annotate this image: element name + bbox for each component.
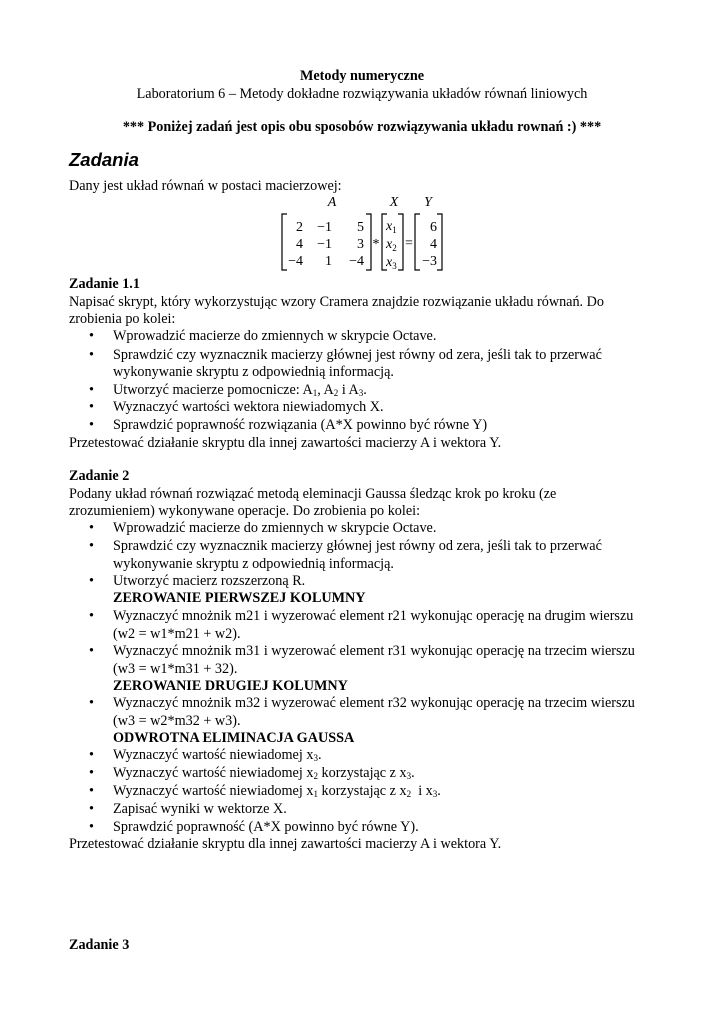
- task2-step-9: Wyznaczyć wartość niewiadomej $x_1$ korzystając z $x_2$ i $x_3$.: [113, 783, 441, 799]
- matrix-y-left-bracket: [415, 214, 420, 270]
- matrix-y-cell: −3: [422, 254, 437, 269]
- matrix-label-x: X: [389, 195, 399, 210]
- matrix-a-cell: 5: [357, 220, 364, 235]
- equals-sign: =: [405, 236, 413, 251]
- task2-step-4-cont: (w2 = w1*m21 + w2).: [113, 626, 241, 642]
- bullet-marker: •: [89, 347, 94, 363]
- task2-subheading-1: ZEROWANIE PIERWSZEJ KOLUMNY: [113, 590, 366, 606]
- bullet-marker: •: [89, 538, 94, 554]
- document-note: *** Poniżej zadań jest opis obu sposobów rozwiązywania układu rownań :) ***: [122, 119, 602, 135]
- document-title: Metody numeryczne: [299, 68, 425, 84]
- task1-step-3: Utworzyć macierze pomocnicze: $A_1$, $A_2$ i $A_3$.: [113, 382, 367, 398]
- matrix-a-right-bracket: [366, 214, 371, 270]
- task1-step-2-cont: wykonywanie skryptu z odpowiednią informacją.: [113, 364, 394, 380]
- bullet-marker: •: [89, 747, 94, 763]
- matrix-a-cell: −1: [317, 220, 332, 235]
- task2-footer: Przetestować działanie skryptu dla innej zawartości macierzy A i wektora Y.: [69, 836, 502, 852]
- task1-desc-line2: zrobienia po kolei:: [69, 311, 176, 327]
- bullet-marker: •: [89, 608, 94, 624]
- matrix-a-cell: −1: [317, 237, 332, 252]
- bullet-marker: •: [89, 399, 94, 415]
- section-heading: Zadania: [69, 149, 139, 170]
- task2-title: Zadanie 2: [69, 468, 130, 484]
- matrix-x-cell: $x_1$: [386, 219, 397, 235]
- bullet-marker: •: [89, 695, 94, 711]
- bullet-marker: •: [89, 382, 94, 398]
- bullet-marker: •: [89, 417, 94, 433]
- matrix-a-cell: 2: [296, 220, 303, 235]
- task2-step-7: Wyznaczyć wartość niewiadomej $x_3$.: [113, 747, 322, 763]
- task2-step-10: Zapisać wyniki w wektorze X.: [113, 801, 287, 817]
- bullet-marker: •: [89, 643, 94, 659]
- task2-step-6: Wyznaczyć mnożnik m32 i wyzerować element r32 wykonując operację na trzecim wierszu: [113, 695, 635, 711]
- task2-subheading-3: ODWROTNA ELIMINACJA GAUSSA: [113, 730, 355, 746]
- task2-step-5: Wyznaczyć mnożnik m31 i wyzerować element r31 wykonując operację na trzecim wierszu: [113, 643, 635, 659]
- matrix-a-left-bracket: [282, 214, 287, 270]
- task2-step-5-cont: (w3 = w1*m31 + 32).: [113, 661, 238, 677]
- matrix-a-cell: −4: [349, 254, 364, 269]
- bullet-marker: •: [89, 573, 94, 589]
- intro-text: Dany jest układ równań w postaci macierzowej:: [69, 178, 342, 194]
- task2-step-3: Utworzyć macierz rozszerzoną R.: [113, 573, 306, 589]
- matrix-a-cell: −4: [288, 254, 303, 269]
- matrix-x-right-bracket: [398, 214, 403, 270]
- matrix-label-y: Y: [424, 195, 432, 210]
- task1-step-2: Sprawdzić czy wyznacznik macierzy głównej jest równy od zera, jeśli tak to przerwać: [113, 347, 602, 363]
- matrix-a-cell: 1: [325, 254, 332, 269]
- task1-step-1: Wprowadzić macierze do zmiennych w skrypcie Octave.: [113, 328, 437, 344]
- task2-desc-line1: Podany układ równań rozwiązać metodą eleminacji Gaussa śledząc krok po kroku (ze: [69, 486, 557, 502]
- matrix-y-cells: [422, 220, 437, 269]
- task2-step-1: Wprowadzić macierze do zmiennych w skrypcie Octave.: [113, 520, 437, 536]
- task2-step-2-cont: wykonywanie skryptu z odpowiednią informacją.: [113, 556, 394, 572]
- task2-step-4: Wyznaczyć mnożnik m21 i wyzerować element r21 wykonując operację na drugim wierszu: [113, 608, 634, 624]
- task2-step-11: Sprawdzić poprawność (A*X powinno być równe Y).: [113, 819, 419, 835]
- matrix-a-cell: 4: [296, 237, 303, 252]
- task2-step-8: Wyznaczyć wartość niewiadomej $x_2$ korzystając z $x_3$.: [113, 765, 415, 781]
- task1-title: Zadanie 1.1: [69, 276, 140, 292]
- bullet-marker: •: [89, 328, 94, 344]
- task1-step-5: Sprawdzić poprawność rozwiązania (A*X powinno być równe Y): [113, 417, 488, 433]
- matrix-x-cells: [385, 219, 397, 271]
- task2-desc-line2: zrozumieniem) wykonywane operacje. Do zrobienia po kolei:: [69, 503, 421, 519]
- bullet-marker: •: [89, 765, 94, 781]
- matrix-y-cell: 6: [430, 220, 437, 235]
- matrix-y-cell: 4: [430, 237, 437, 252]
- task1-footer: Przetestować działanie skryptu dla innej zawartości macierzy A i wektora Y.: [69, 435, 502, 451]
- matrix-a-cell: 3: [357, 237, 364, 252]
- matrix-equation: [0, 190, 724, 280]
- task2-step-6-cont: (w3 = w2*m32 + w3).: [113, 713, 241, 729]
- task3-title: Zadanie 3: [69, 937, 130, 953]
- multiply-sign: *: [372, 237, 380, 252]
- task1-step-4: Wyznaczyć wartości wektora niewiadomych X.: [113, 399, 384, 415]
- matrix-x-cell: $x_3$: [386, 255, 397, 271]
- task1-desc-line1: Napisać skrypt, który wykorzystując wzory Cramera znajdzie rozwiązanie układu równań. Do: [69, 294, 604, 310]
- bullet-marker: •: [89, 819, 94, 835]
- task2-step-2: Sprawdzić czy wyznacznik macierzy głównej jest równy od zera, jeśli tak to przerwać: [113, 538, 602, 554]
- bullet-marker: •: [89, 783, 94, 799]
- bullet-marker: •: [89, 520, 94, 536]
- matrix-label-a: A: [327, 195, 337, 210]
- matrix-a-cells: [288, 220, 364, 269]
- task2-subheading-2: ZEROWANIE DRUGIEJ KOLUMNY: [113, 678, 348, 694]
- bullet-marker: •: [89, 801, 94, 817]
- matrix-x-cell: $x_2$: [386, 237, 397, 253]
- document-subtitle: Laboratorium 6 – Metody dokładne rozwiązywania układów równań liniowych: [136, 86, 588, 102]
- matrix-y-right-bracket: [437, 214, 442, 270]
